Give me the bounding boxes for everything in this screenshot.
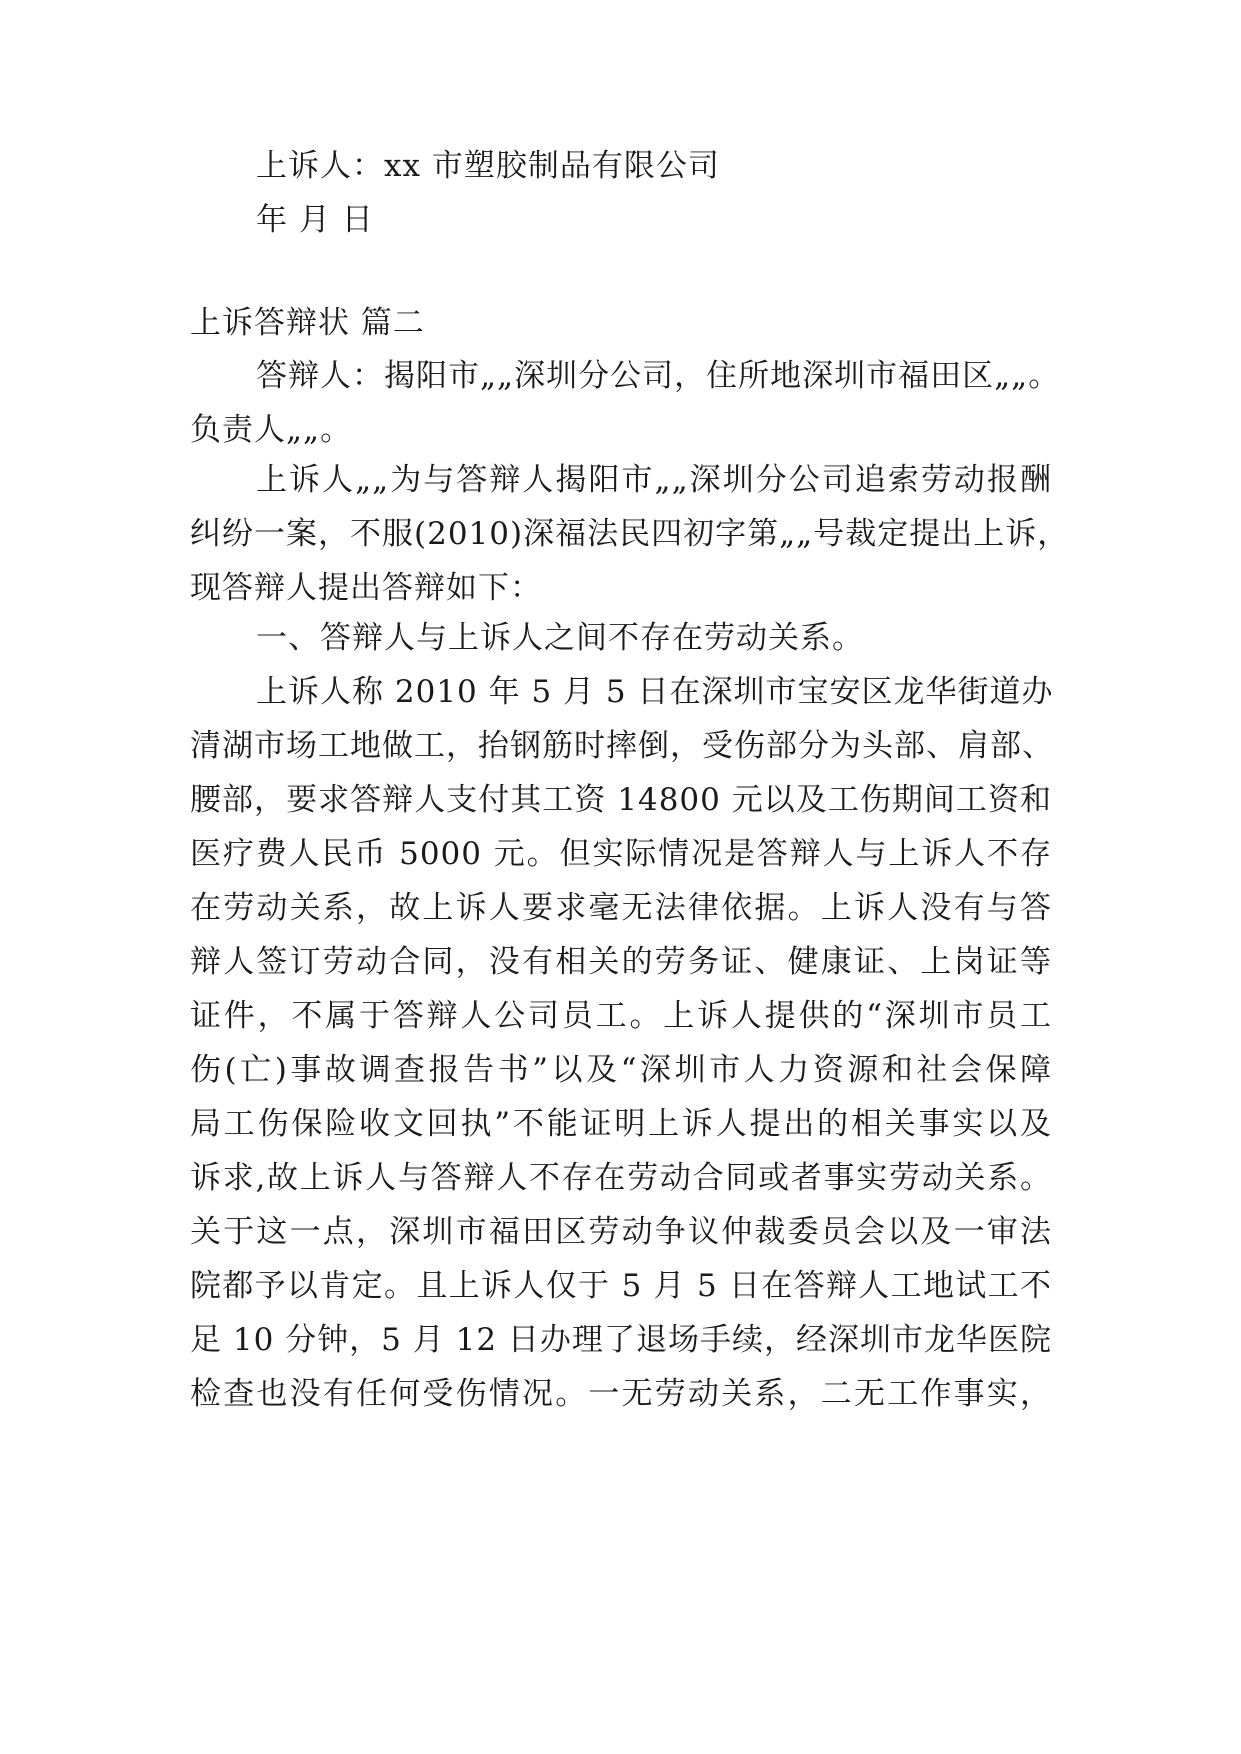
paragraph-line: 诉求,故上诉人与答辩人不存在劳动合同或者事实劳动关系。 xyxy=(190,1160,1052,1196)
paragraph-line: 伤(亡)事故调查报告书”以及“深圳市人力资源和社会保障 xyxy=(190,1052,1052,1088)
paragraph-line: 医疗费人民币 5000 元。但实际情况是答辩人与上诉人不存 xyxy=(190,836,1052,872)
date-line: 年 月 日 xyxy=(256,202,374,238)
paragraph-line: 上诉人称 2010 年 5 月 5 日在深圳市宝安区龙华街道办 xyxy=(256,674,1054,710)
paragraph-line: 腰部，要求答辩人支付其工资 14800 元以及工伤期间工资和 xyxy=(190,782,1052,818)
paragraph-line: 现答辩人提出答辩如下： xyxy=(190,570,542,606)
appellant-signature: 上诉人：xx 市塑胶制品有限公司 xyxy=(256,148,720,184)
paragraph-line: 答辩人：揭阳市„„深圳分公司，住所地深圳市福田区„„。 xyxy=(256,358,1061,394)
paragraph-line: 检查也没有任何受伤情况。一无劳动关系，二无工作事实， xyxy=(190,1376,1052,1412)
section-title: 上诉答辩状 篇二 xyxy=(190,305,425,341)
paragraph-line: 纠纷一案，不服(2010)深福法民四初字第„„号裁定提出上诉， xyxy=(190,516,1070,552)
paragraph-line: 清湖市场工地做工，抬钢筋时摔倒，受伤部分为头部、肩部、 xyxy=(190,728,1054,764)
paragraph-line: 关于这一点，深圳市福田区劳动争议仲裁委员会以及一审法 xyxy=(190,1214,1052,1250)
paragraph-line: 负责人„„。 xyxy=(190,412,353,448)
paragraph-line: 证件，不属于答辩人公司员工。上诉人提供的“深圳市员工 xyxy=(190,998,1052,1034)
paragraph-line: 局工伤保险收文回执”不能证明上诉人提出的相关事实以及 xyxy=(190,1106,1052,1142)
paragraph-line: 辩人签订劳动合同，没有相关的劳务证、健康证、上岗证等 xyxy=(190,944,1052,980)
paragraph-line: 足 10 分钟，5 月 12 日办理了退场手续，经深圳市龙华医院 xyxy=(190,1322,1052,1358)
paragraph-line: 上诉人„„为与答辩人揭阳市„„深圳分公司追索劳动报酬 xyxy=(256,462,1052,498)
point-one-heading: 一、答辩人与上诉人之间不存在劳动关系。 xyxy=(256,620,864,656)
paragraph-line: 院都予以肯定。且上诉人仅于 5 月 5 日在答辩人工地试工不 xyxy=(190,1268,1052,1304)
paragraph-line: 在劳动关系，故上诉人要求毫无法律依据。上诉人没有与答 xyxy=(190,890,1052,926)
